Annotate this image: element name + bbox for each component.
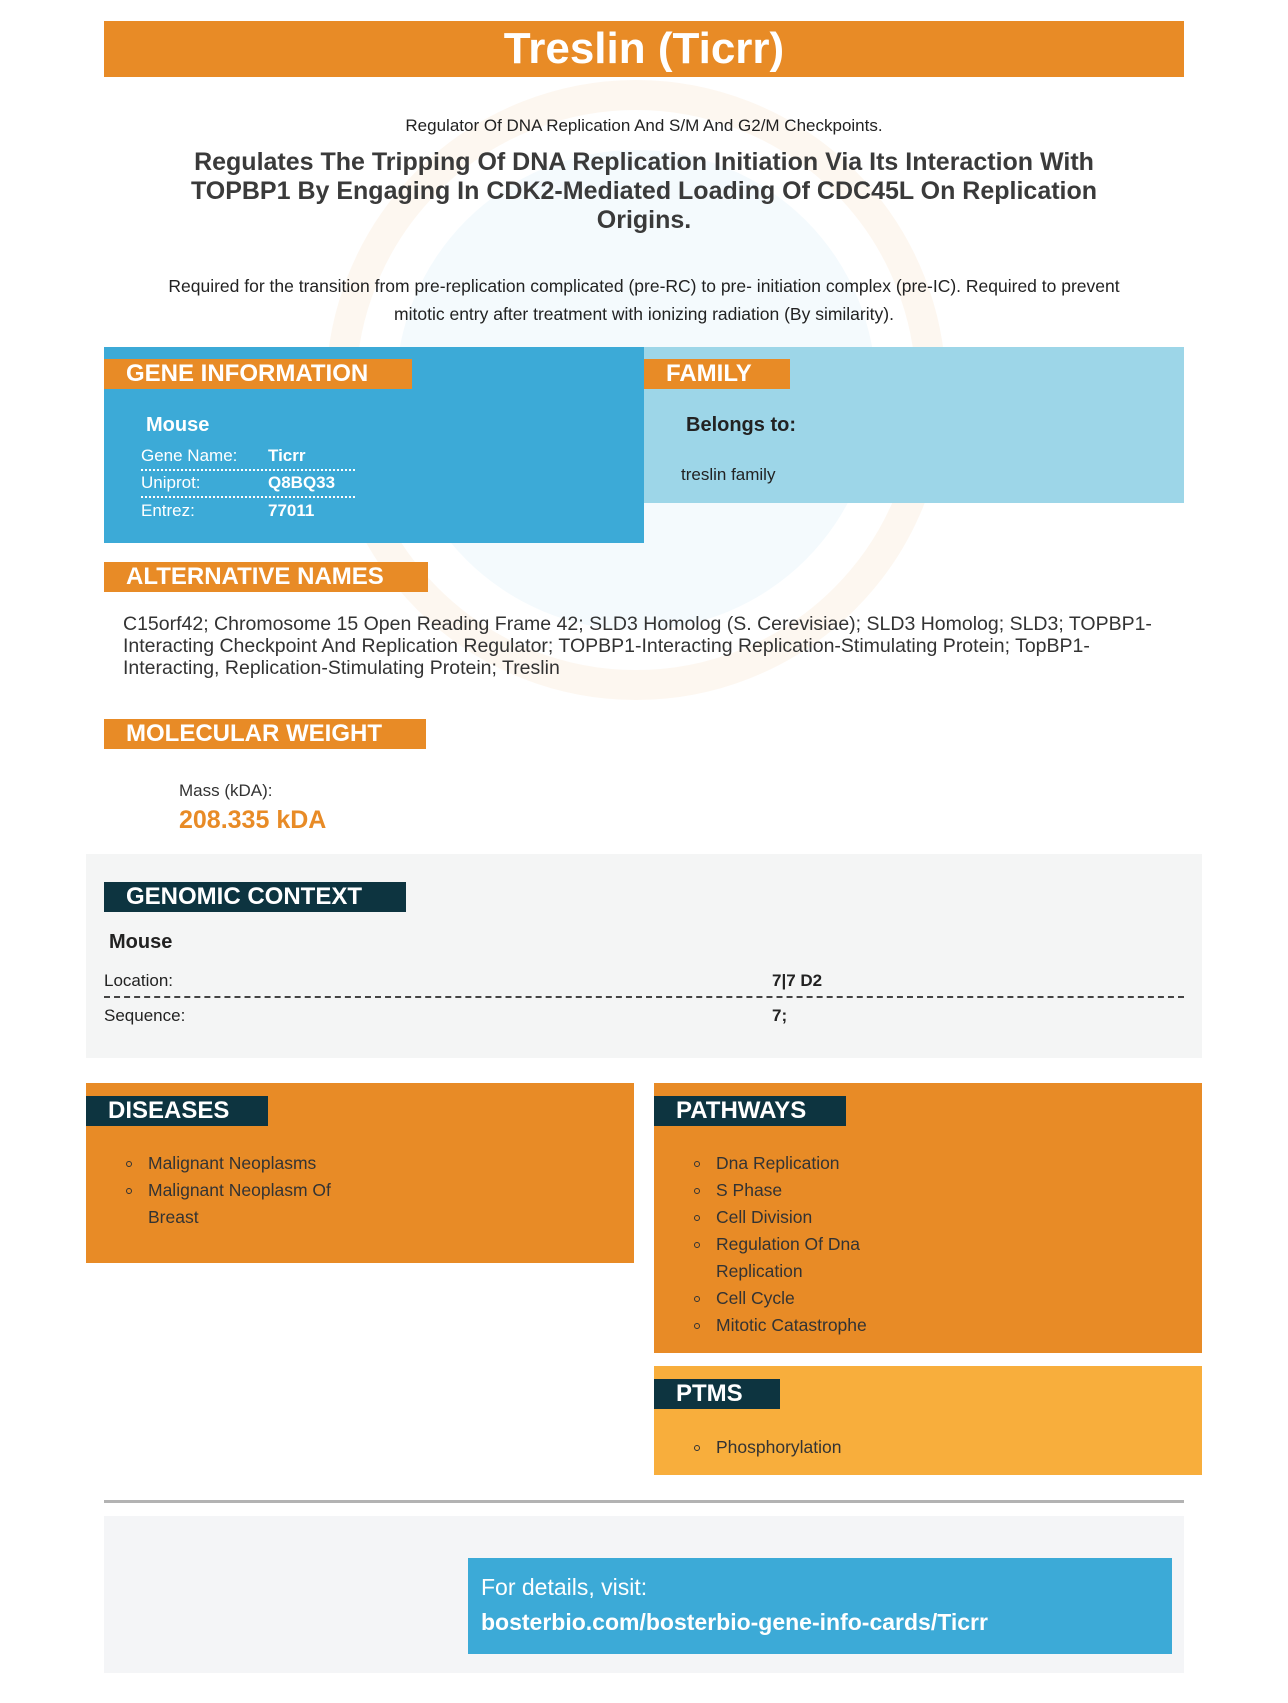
pathway-item: Regulation Of Dna Replication	[684, 1231, 874, 1285]
details-link[interactable]: bosterbio.com/bosterbio-gene-info-cards/Ticrr	[481, 1609, 988, 1635]
gene-species: Mouse	[146, 414, 210, 436]
pathways-heading: PATHWAYS	[654, 1096, 846, 1126]
gene-name-value: Ticrr	[268, 446, 306, 465]
details-label: For details, visit:	[481, 1574, 648, 1600]
location-row	[104, 966, 1184, 998]
molecular-weight-heading: MOLECULAR WEIGHT	[104, 719, 426, 749]
diseases-heading: DISEASES	[86, 1096, 268, 1126]
alternative-names-heading: ALTERNATIVE NAMES	[104, 562, 428, 592]
family-heading: FAMILY	[644, 359, 790, 389]
pathway-item: Mitotic Catastrophe	[684, 1312, 874, 1339]
pathway-item: Cell Division	[684, 1204, 874, 1231]
gene-name-label: Gene Name:	[141, 446, 238, 465]
uniprot-row	[141, 470, 355, 498]
genomic-context-heading: GENOMIC CONTEXT	[104, 882, 406, 912]
pathway-item: S Phase	[684, 1177, 874, 1204]
disease-item: Malignant Neoplasms	[116, 1150, 376, 1177]
location-label: Location:	[104, 971, 173, 990]
entrez-row	[141, 498, 355, 524]
pathways-list	[684, 1150, 874, 1339]
location-value: 7|7 D2	[772, 971, 823, 990]
sequence-row	[104, 1001, 1184, 1031]
diseases-list	[116, 1150, 376, 1231]
entrez-label: Entrez:	[141, 501, 195, 520]
mass-value: 208.335 kDA	[179, 806, 327, 834]
ptms-heading: PTMS	[654, 1379, 780, 1409]
footer-divider	[104, 1500, 1184, 1503]
gene-name-row	[141, 443, 355, 471]
uniprot-value: Q8BQ33	[268, 473, 336, 492]
function-subtitle: Regulator Of DNA Replication And S/M And G2/M Checkpoints.	[405, 116, 883, 135]
uniprot-label: Uniprot:	[141, 473, 201, 492]
function-headline: Regulates The Tripping Of DNA Replication Initiation Via Its Interaction With TOPBP1 By Engaging In CDK2-Mediated Loading Of CDC45L On Replication Origins.	[190, 148, 1098, 234]
ptm-item: Phosphorylation	[684, 1434, 944, 1461]
disease-item: Malignant Neoplasm Of Breast	[116, 1177, 376, 1231]
family-belongs-label: Belongs to:	[686, 414, 796, 436]
pathway-item: Dna Replication	[684, 1150, 874, 1177]
alternative-names-text: C15orf42; Chromosome 15 Open Reading Frame 42; SLD3 Homolog (S. Cerevisiae); SLD3 Homolog; SLD3; TOPBP1-Interacting Checkpoint And Replication Regulator; TOPBP1-Interacting Replication-Stimulating Protein; TopBP1-Interacting, Replication-Stimulating Protein; Treslin	[123, 613, 1152, 679]
gene-information-heading: GENE INFORMATION	[104, 359, 412, 389]
mass-label: Mass (kDA):	[179, 781, 273, 800]
pathway-item: Cell Cycle	[684, 1285, 874, 1312]
sequence-value: 7;	[772, 1006, 788, 1025]
page-title: Treslin (Ticrr)	[104, 21, 1184, 77]
sequence-label: Sequence:	[104, 1006, 186, 1025]
entrez-value: 77011	[268, 501, 315, 520]
ptms-list	[684, 1434, 944, 1461]
details-callout	[468, 1558, 1172, 1654]
family-value: treslin family	[681, 465, 776, 484]
function-description: Required for the transition from pre-replication complicated (pre-RC) to pre- initiation complex (pre-IC). Required to prevent mitotic entry after treatment with ionizing radiation (By similarity).	[168, 276, 1120, 324]
genomic-species: Mouse	[109, 931, 173, 953]
